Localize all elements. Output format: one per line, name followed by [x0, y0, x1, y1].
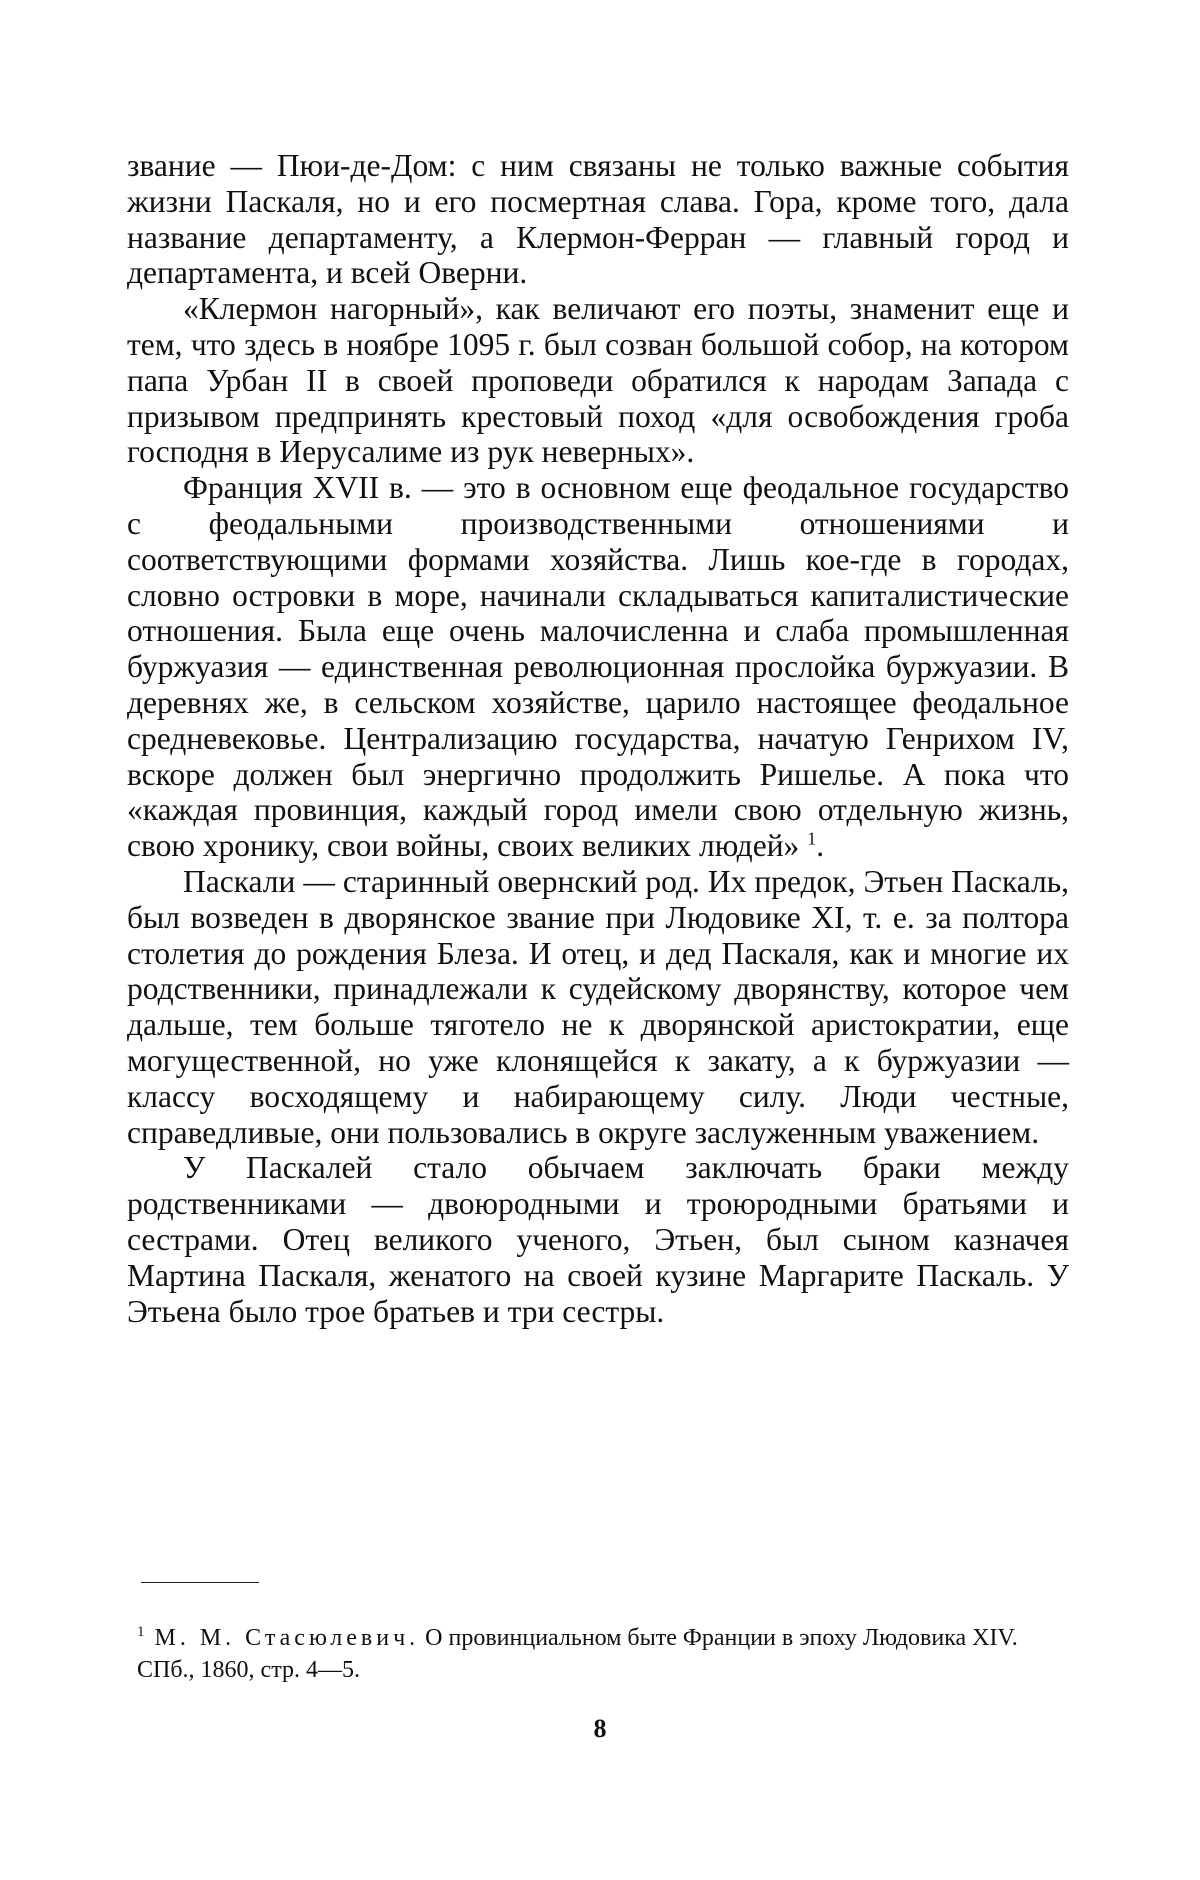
paragraph: У Паскалей стало обычаем заключать браки между родственниками — двоюродными и троюродными братьями и сестрами. Отец великого ученого, Этьен, был сыном казначея Мартина Паскаля, женатого на своей кузине Маргарите Паскаль. У Этьена было трое братьев и три сестры. — [127, 1150, 1069, 1329]
paragraph: Паскали — старинный овернский род. Их предок, Этьен Паскаль, был возведен в дворянское звание при Людовике XI, т. е. за полтора столетия до рождения Блеза. И отец, и дед Паскаля, как и многие их родственники, принадлежали к судейскому дворянству, которое чем дальше, тем больше тяготело не к дворянской аристократии, еще могущественной, но уже клонящейся к закату, а к буржуазии — классу восходящему и набирающему силу. Люди честные, справедливые, они пользовались в округе заслуженным уважением. — [127, 863, 1069, 1150]
footnote-author: М. М. Стасюлевич. — [154, 1625, 420, 1651]
paragraph: звание — Пюи-де-Дом: с ним связаны не только важные события жизни Паскаля, но и его посмертная слава. Гора, кроме того, дала название департаменту, а Клермон-Ферран — главный город и департамента, и всей Оверни. — [127, 148, 1069, 291]
paragraph: «Клермон нагорный», как величают его поэты, знаменит еще и тем, что здесь в ноябре 1095 г. был созван большой собор, на котором папа Урбан II в своей проповеди обратился к народам Запада с призывом предпринять крестовый поход «для освобождения гроба господня в Иерусалиме из рук неверных». — [127, 291, 1069, 470]
paragraph-text: Франция XVII в. — это в основном еще феодальное государство с феодальными производственными отношениями и соответствующими формами хозяйства. Лишь кое-где в городах, словно островки в море, начинали складываться капиталистические отношения. Была еще очень малочисленна и слаба промышленная буржуазия — единственная революционная прослойка буржуазии. В деревнях же, в сельском хозяйстве, царило настоящее феодальное средневековье. Централизацию государства, начатую Генрихом IV, вскоре должен был энергично продолжить Ришелье. А пока что «каждая провинция, каждый город имели свою отдельную жизнь, свою хронику, свои войны, своих великих людей» — [127, 470, 1069, 864]
page-number: 8 — [593, 1714, 607, 1743]
footnote — [137, 1622, 1067, 1686]
footnote-mark: 1 — [137, 1624, 145, 1640]
footnote-text: О провинциальном быте Франции в эпоху Людовика XIV. СПб., 1860, стр. 4—5. — [137, 1625, 1018, 1683]
footnote-reference: 1 — [807, 828, 817, 849]
footnote-divider — [141, 1582, 259, 1583]
paragraph-with-footnote-ref: Франция XVII в. — это в основном еще феодальное государство с феодальными производственными отношениями и соответствующими формами хозяйства. Лишь кое-где в городах, словно островки в море, начинали складываться капиталистические отношения. Была еще очень малочисленна и слаба промышленная буржуазия — единственная революционная прослойка буржуазии. В деревнях же, в сельском хозяйстве, царило настоящее феодальное средневековье. Централизацию государства, начатую Генрихом IV, вскоре должен был энергично продолжить Ришелье. А пока что «каждая провинция, каждый город имели свою отдельную жизнь, свою хронику, свои войны, своих великих людей» $^1$. — [127, 470, 1069, 864]
page-body — [127, 148, 1069, 1329]
